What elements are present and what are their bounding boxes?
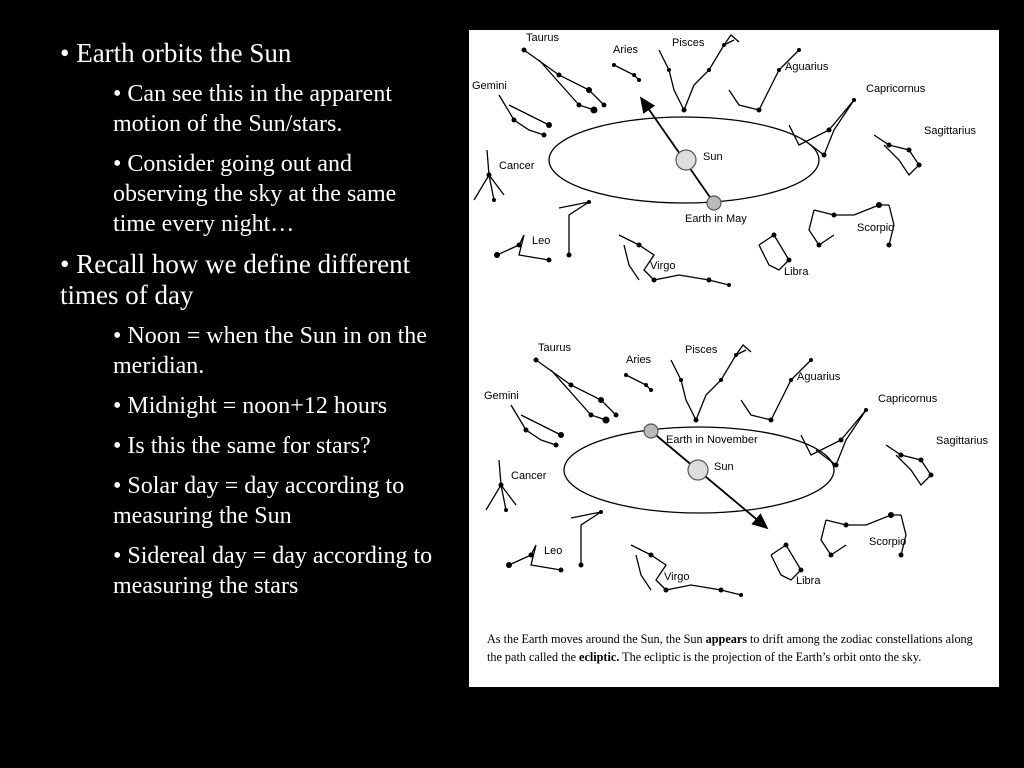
bottom-earth — [644, 424, 658, 438]
top-earth — [707, 196, 721, 210]
bullet-midnight: • Midnight = noon+12 hours — [113, 393, 388, 419]
svg-text:Scorpio: Scorpio — [857, 222, 895, 234]
bullet-same-for-stars: • Is this the same for stars? — [113, 433, 371, 459]
bottom-panel-stars — [499, 353, 934, 597]
svg-text:Sagittarius: Sagittarius — [924, 125, 976, 137]
svg-text:Capricornus: Capricornus — [878, 393, 938, 405]
svg-text:Aries: Aries — [613, 44, 639, 56]
svg-text:Pisces: Pisces — [672, 37, 705, 49]
zodiac-drawing — [469, 30, 999, 630]
bullet-earth-orbits: • Earth orbits the Sun — [60, 38, 292, 68]
svg-text:Aguarius: Aguarius — [785, 61, 829, 73]
svg-text:Virgo: Virgo — [650, 260, 676, 272]
svg-text:Libra: Libra — [796, 575, 821, 587]
svg-text:Cancer: Cancer — [511, 470, 547, 482]
bullet-observing-sky: • Consider going out and observing the sky at the same time every night… — [113, 151, 397, 237]
svg-text:Cancer: Cancer — [499, 160, 535, 172]
bullet-apparent-motion: • Can see this in the apparent motion of the Sun/stars. — [113, 81, 392, 137]
svg-text:Sun: Sun — [703, 151, 723, 163]
top-sun — [676, 150, 696, 170]
bullet-sidereal-day: • Sidereal day = day according to measuring the stars — [113, 543, 433, 599]
svg-text:Sun: Sun — [714, 461, 734, 473]
svg-text:Libra: Libra — [784, 266, 809, 278]
top-panel-stars — [487, 43, 922, 287]
svg-text:Earth in May: Earth in May — [685, 213, 747, 225]
bullet-noon: • Noon = when the Sun in on the meridian. — [113, 323, 427, 379]
svg-text:Gemini: Gemini — [472, 80, 507, 92]
svg-text:Virgo: Virgo — [664, 571, 690, 583]
svg-text:Scorpio: Scorpio — [869, 536, 907, 548]
svg-text:Taurus: Taurus — [538, 342, 572, 354]
svg-text:Pisces: Pisces — [685, 344, 718, 356]
svg-text:Taurus: Taurus — [526, 32, 560, 44]
zodiac-diagram — [469, 30, 999, 687]
svg-text:Leo: Leo — [544, 545, 563, 557]
figure-caption: As the Earth moves around the Sun, the Sun appears to drift among the zodiac constellations along the path called the ecliptic. The ecliptic is the projection of the Earth’s orbit onto the sky. — [487, 632, 973, 664]
svg-text:Leo: Leo — [532, 235, 551, 247]
svg-text:Earth in November: Earth in November — [666, 434, 758, 446]
svg-text:Aries: Aries — [626, 354, 652, 366]
bullet-solar-day: • Solar day = day according to measuring the Sun — [113, 473, 405, 529]
svg-text:Capricornus: Capricornus — [866, 83, 926, 95]
svg-text:Aguarius: Aguarius — [797, 371, 841, 383]
svg-text:Sagittarius: Sagittarius — [936, 435, 988, 447]
bullet-list — [60, 38, 440, 611]
bottom-sun — [688, 460, 708, 480]
svg-text:Gemini: Gemini — [484, 390, 519, 402]
bullet-times-of-day: • Recall how we define different times of day — [60, 249, 411, 310]
